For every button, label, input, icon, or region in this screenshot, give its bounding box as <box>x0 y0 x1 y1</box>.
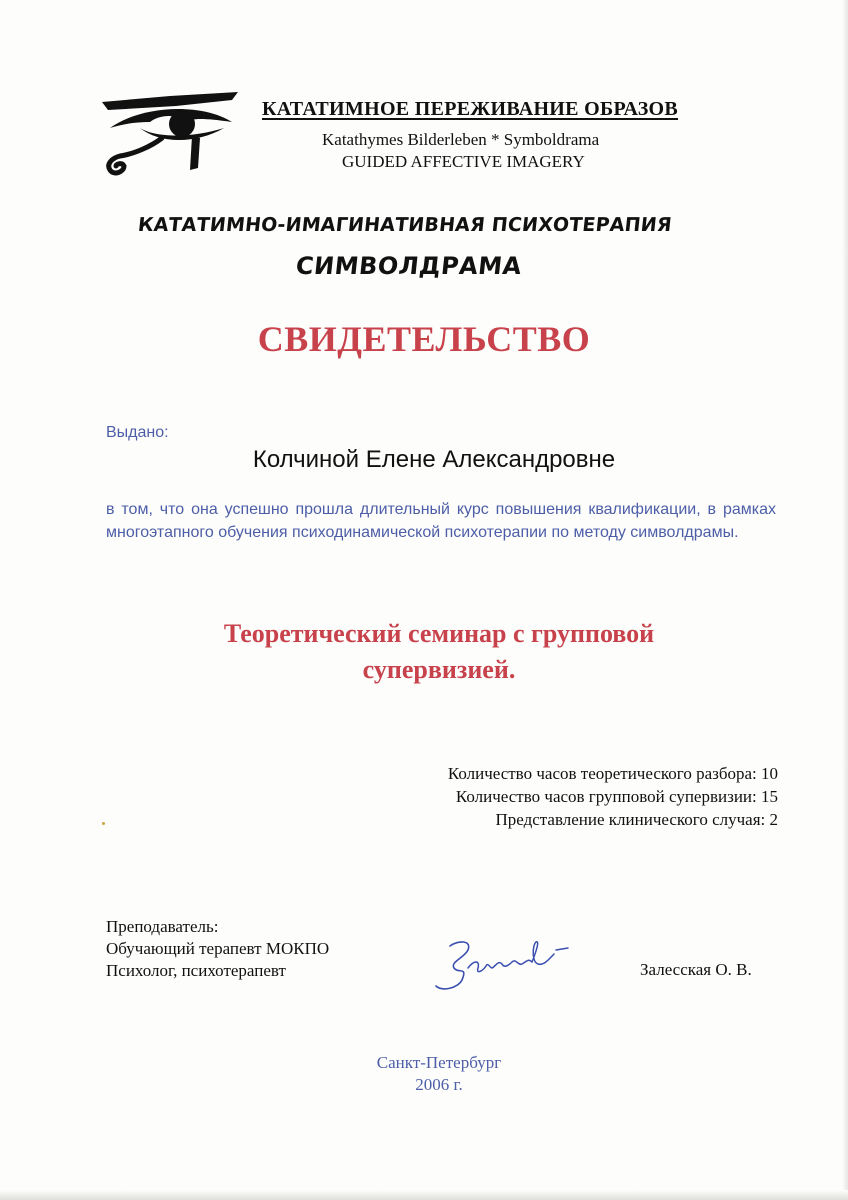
signer-name: Залесская О. В. <box>640 960 752 979</box>
scan-edge-right <box>842 0 848 1200</box>
teacher-block <box>106 916 426 982</box>
eye-of-horus-icon <box>100 88 240 180</box>
certificate-title: СВИДЕТЕЛЬСТВО <box>257 319 591 359</box>
seminar-title <box>0 616 848 688</box>
place-and-date <box>0 1052 848 1096</box>
city: Санкт-Петербург <box>376 1053 502 1072</box>
year: 2006 г. <box>415 1075 463 1094</box>
scan-speck <box>102 822 105 825</box>
recipient-name: Колчиной Елене Александровне <box>252 446 616 473</box>
certificate-statement: в том, что она успешно прошла длительный курс повышения квалификации, в рамках многоэтапного обучения психодинамической психотерапии по методу символдрамы. <box>106 501 776 541</box>
teacher-role: Обучающий терапевт МОКПО <box>106 939 330 958</box>
teacher-label: Преподаватель: <box>106 917 219 936</box>
hours-theory: Количество часов теоретического разбора: 10 <box>447 764 778 783</box>
org-subtitle-german: Katathymes Bilderleben * Symboldrama <box>322 130 600 149</box>
hours-supervision: Количество часов групповой супервизии: 15 <box>455 787 778 806</box>
hours-summary <box>258 762 778 831</box>
hours-case-presentation: Представление клинического случая: 2 <box>495 810 778 829</box>
teacher-profession: Психолог, психотерапевт <box>106 961 286 980</box>
seminar-title-line2: супервизией. <box>362 655 516 684</box>
method-subtitle: СИМВОЛДРАМА <box>294 252 524 280</box>
issued-label: Выдано: <box>106 424 169 441</box>
org-subtitle-english: GUIDED AFFECTIVE IMAGERY <box>342 152 585 171</box>
method-title: КАТАТИМНО-ИМАГИНАТИВНАЯ ПСИХОТЕРАПИЯ <box>136 214 673 236</box>
org-title: КАТАТИМНОЕ ПЕРЕЖИВАНИЕ ОБРАЗОВ <box>262 98 679 120</box>
signature-image <box>428 928 578 998</box>
scan-edge-bottom <box>0 1190 848 1200</box>
seminar-title-line1: Теоретический семинар с групповой <box>223 619 655 648</box>
